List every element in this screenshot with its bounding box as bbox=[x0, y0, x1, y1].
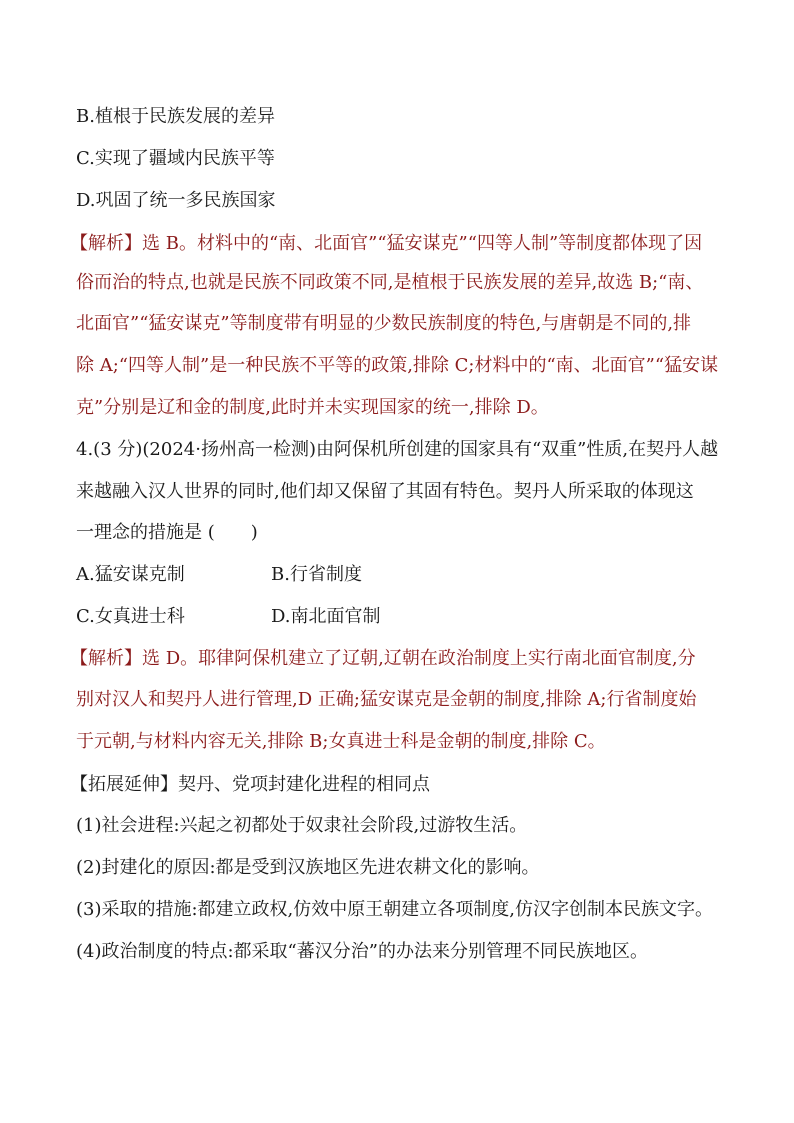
option-b-prev: B.植根于民族发展的差异 bbox=[76, 106, 275, 127]
extension-item: (3)采取的措施:都建立政权,仿效中原王朝建立各项制度,仿汉字创制本民族文字。 bbox=[76, 899, 714, 920]
explanation1-line: 北面官”“猛安谋克”等制度带有明显的少数民族制度的特色,与唐朝是不同的,排 bbox=[76, 313, 692, 334]
explanation2-line: 别对汉人和契丹人进行管理,D 正确;猛安谋克是金朝的制度,排除 A;行省制度始 bbox=[76, 689, 697, 710]
extension-title: 【拓展延伸】契丹、党项封建化进程的相同点 bbox=[70, 774, 430, 795]
explanation1-line: 【解析】选 B。材料中的“南、北面官”“猛安谋克”“四等人制”等制度都体现了因 bbox=[70, 233, 703, 254]
extension-item: (1)社会进程:兴起之初都处于奴隶社会阶段,过游牧生活。 bbox=[76, 815, 528, 836]
question4-line: 来越融入汉人世界的同时,他们却又保留了其固有特色。契丹人所采取的体现这 bbox=[76, 481, 694, 502]
option-d-prev: D.巩固了统一多民族国家 bbox=[76, 190, 276, 211]
option-c-prev: C.实现了疆域内民族平等 bbox=[76, 148, 275, 169]
explanation1-line: 俗而治的特点,也就是民族不同政策不同,是植根于民族发展的差异,故选 B;“南、 bbox=[76, 272, 704, 293]
explanation1-line: 克”分别是辽和金的制度,此时并未实现国家的统一,排除 D。 bbox=[76, 397, 549, 418]
q4-option-a: A.猛安谋克制 bbox=[76, 564, 185, 585]
extension-item: (2)封建化的原因:都是受到汉族地区先进农耕文化的影响。 bbox=[76, 857, 540, 878]
explanation1-line: 除 A;“四等人制”是一种民族不平等的政策,排除 C;材料中的“南、北面官”“猛安谋 bbox=[76, 355, 719, 376]
q4-option-c: C.女真进士科 bbox=[76, 606, 185, 627]
question4-line: 4.(3 分)(2024·扬州高一检测)由阿保机所创建的国家具有“双重”性质,在契丹人越 bbox=[76, 439, 719, 460]
extension-item: (4)政治制度的特点:都采取“蕃汉分治”的办法来分别管理不同民族地区。 bbox=[76, 941, 648, 962]
q4-option-d: D.南北面官制 bbox=[271, 606, 381, 627]
question4-line: 一理念的措施是 ( ) bbox=[76, 522, 258, 543]
q4-option-b: B.行省制度 bbox=[271, 564, 362, 585]
explanation2-line: 于元朝,与材料内容无关,排除 B;女真进士科是金朝的制度,排除 C。 bbox=[76, 731, 606, 752]
explanation2-line: 【解析】选 D。耶律阿保机建立了辽朝,辽朝在政治制度上实行南北面官制度,分 bbox=[70, 648, 696, 669]
